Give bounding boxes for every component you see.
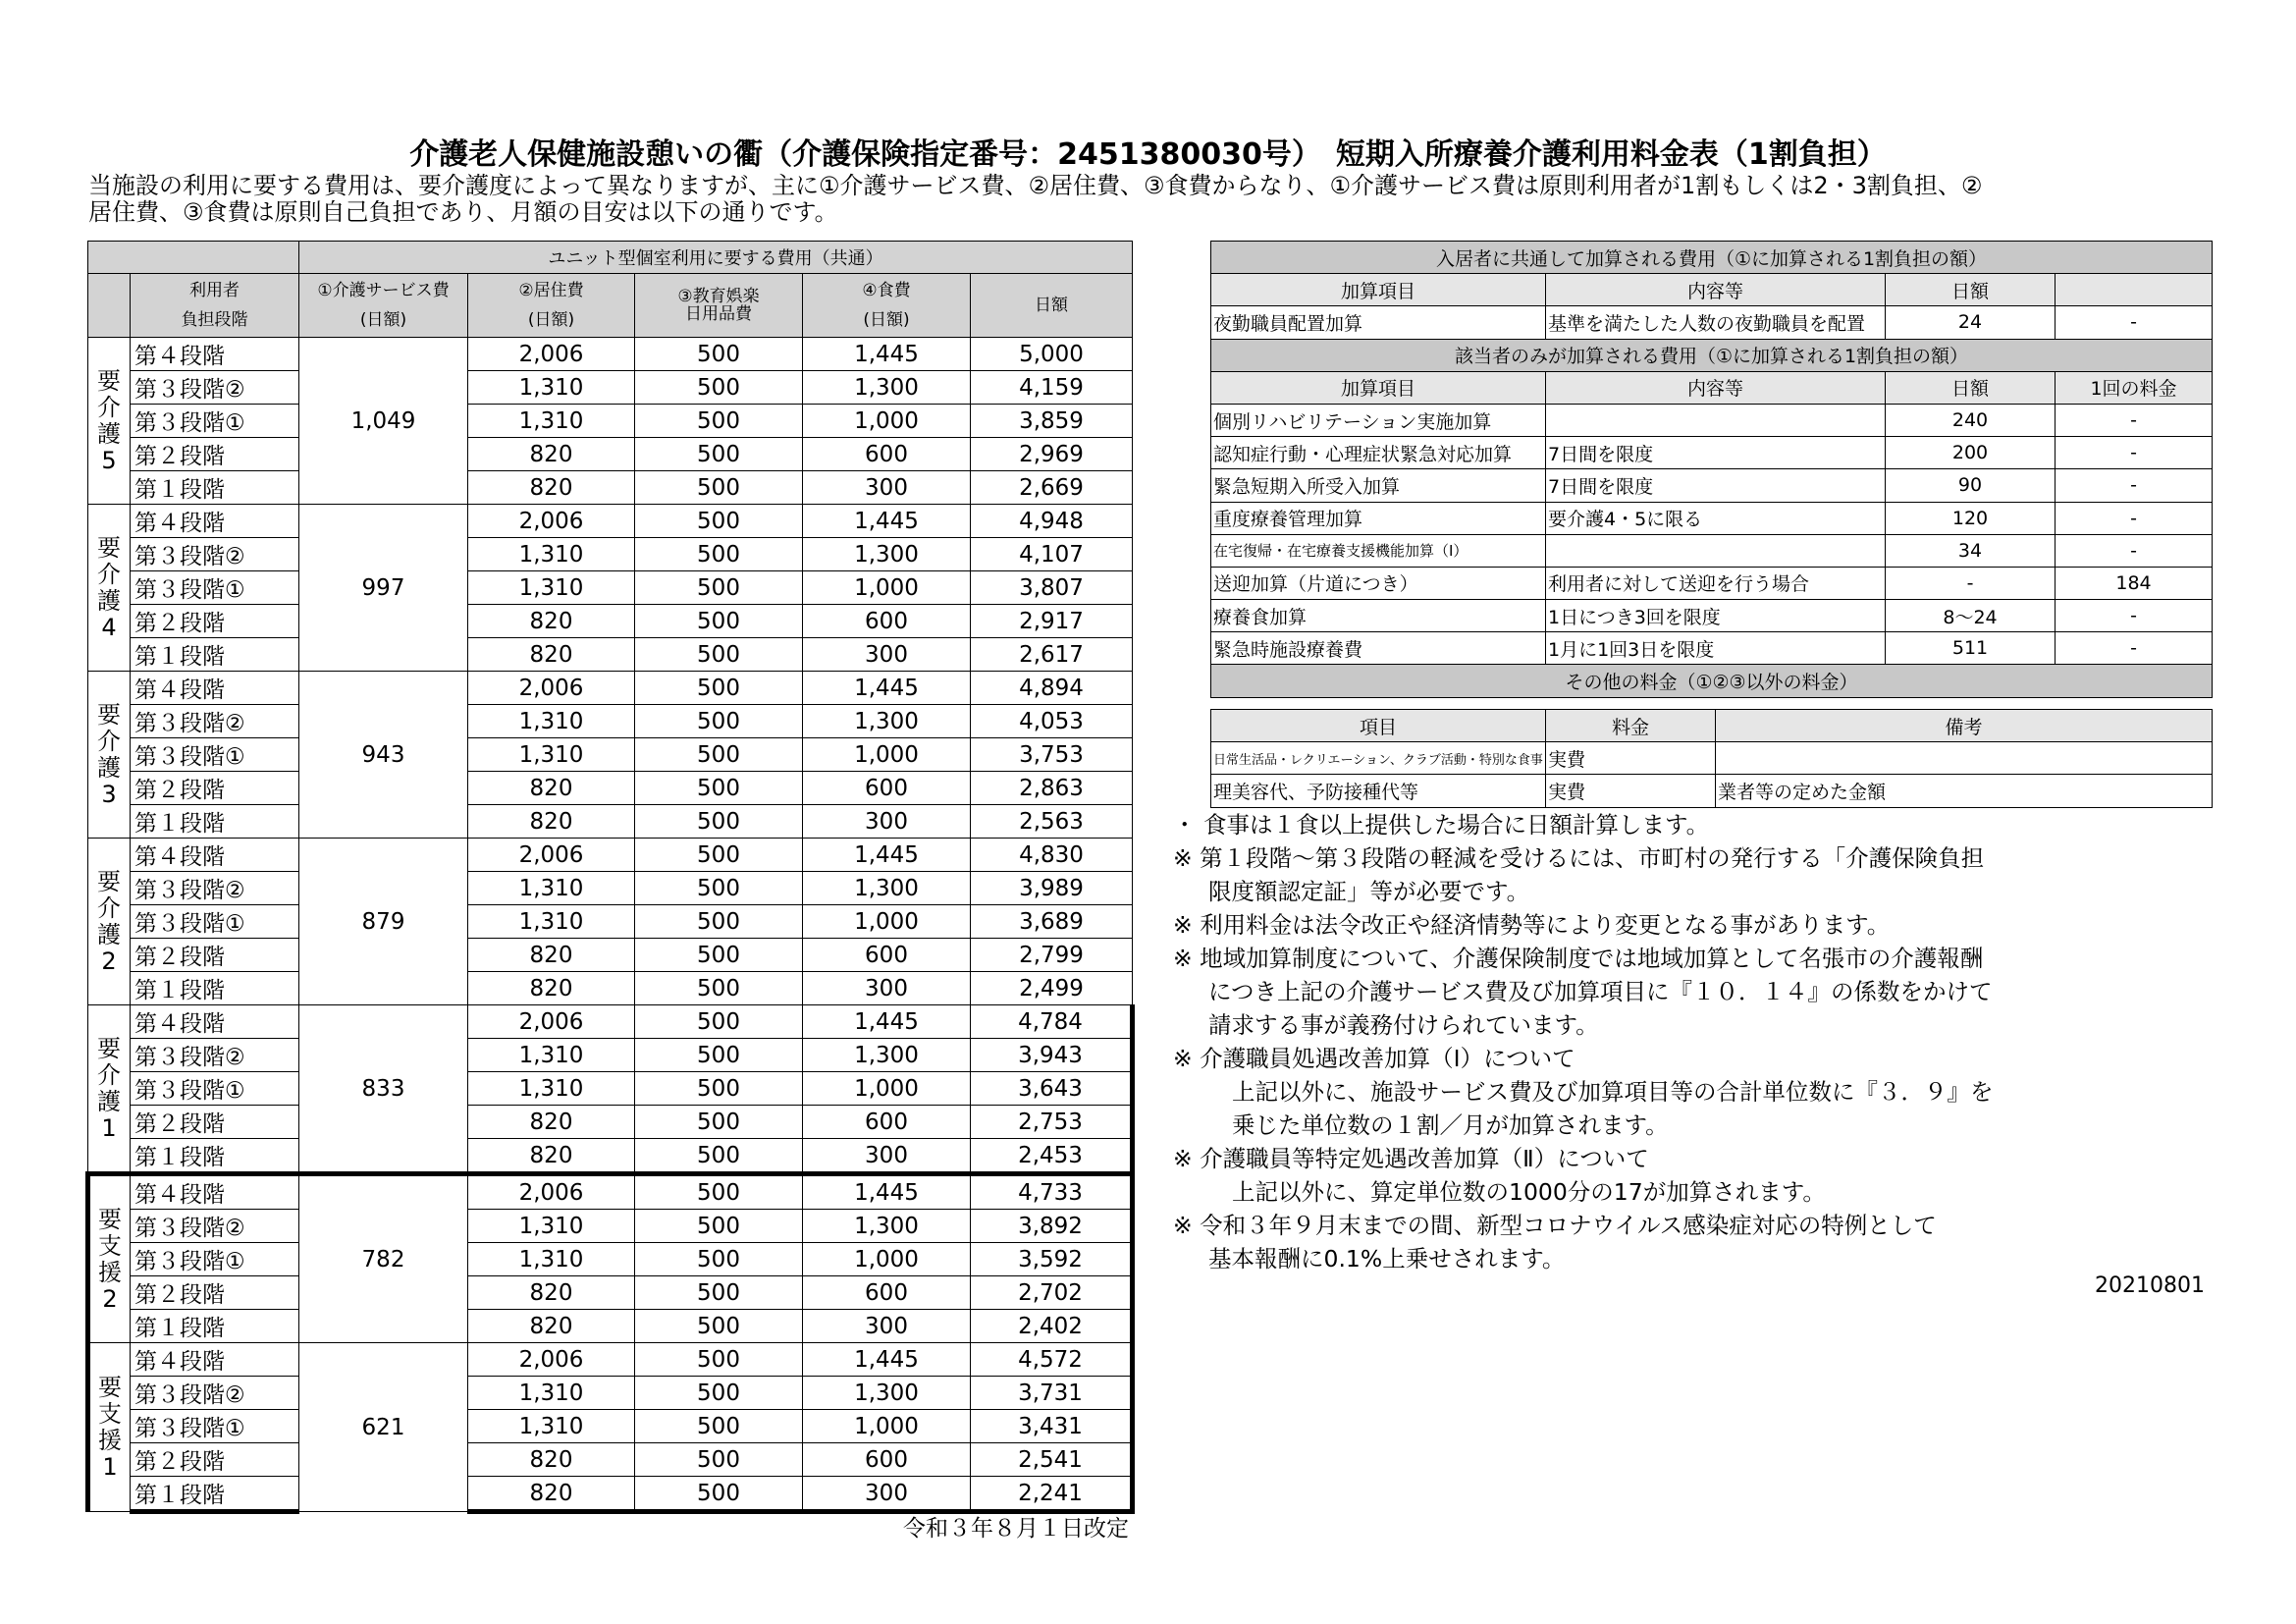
table-row [88, 1005, 1133, 1039]
residence-cell: 820 [468, 471, 635, 505]
table-row [88, 538, 1133, 571]
stage-cell: 第４段階 [131, 338, 299, 371]
table-row [88, 939, 1133, 972]
daily-cell: 2,799 [971, 939, 1133, 972]
stage-cell: 第３段階② [131, 705, 299, 738]
education-cell: 500 [635, 1377, 803, 1410]
care-level-label: 要 支 援 1 [88, 1343, 131, 1512]
care-fee-cell: 782 [299, 1174, 468, 1343]
daily-cell: 2,563 [971, 805, 1133, 839]
residence-cell: 1,310 [468, 705, 635, 738]
col-header: 日額 [1886, 274, 2056, 306]
food-cell: 1,000 [803, 1410, 971, 1443]
daily-cell: 3,431 [971, 1410, 1133, 1443]
col-header: 備考 [1716, 710, 2213, 742]
daily-cell: 2,863 [971, 772, 1133, 805]
table-row [88, 438, 1133, 471]
residence-cell: 1,310 [468, 1072, 635, 1106]
residence-cell: 1,310 [468, 1377, 635, 1410]
food-cell: 600 [803, 772, 971, 805]
food-cell: 1,445 [803, 672, 971, 705]
note-line: 乗じた単位数の１割／月が加算されます。 [1232, 1111, 1669, 1139]
daily-cell: 4,948 [971, 505, 1133, 538]
residence-cell: 1,310 [468, 1410, 635, 1443]
residence-cell: 820 [468, 1310, 635, 1343]
education-cell: 500 [635, 872, 803, 905]
food-cell: 1,445 [803, 505, 971, 538]
residence-cell: 1,310 [468, 1210, 635, 1243]
daily-cell: 3,753 [971, 738, 1133, 772]
intro-text [88, 173, 2218, 226]
fee-table [85, 241, 1135, 1514]
residence-cell: 1,310 [468, 872, 635, 905]
care-level-label: 要 介 護 1 [88, 1005, 131, 1174]
food-cell: 300 [803, 638, 971, 672]
food-cell: 300 [803, 1310, 971, 1343]
table-row [88, 605, 1133, 638]
care-level-label: 要 支 援 2 [88, 1174, 131, 1343]
residence-cell: 820 [468, 772, 635, 805]
table-row: 在宅復帰・在宅療養支援機能加算（Ⅰ） 34 - [1211, 534, 2213, 567]
stage-cell: 第１段階 [131, 638, 299, 672]
stage-cell: 第３段階② [131, 1210, 299, 1243]
daily-cell: 4,159 [971, 371, 1133, 405]
food-cell: 1,000 [803, 905, 971, 939]
daily-cell: 2,969 [971, 438, 1133, 471]
food-cell: 1,000 [803, 738, 971, 772]
daily-cell: 4,053 [971, 705, 1133, 738]
food-cell: 300 [803, 972, 971, 1005]
stage-cell: 第２段階 [131, 438, 299, 471]
daily-cell: 4,894 [971, 672, 1133, 705]
residence-cell: 820 [468, 972, 635, 1005]
table-row: 認知症行動・心理症状緊急対応加算 7日間を限度 200 - [1211, 437, 2213, 469]
care-fee-cell: 879 [299, 839, 468, 1005]
other-fees-table [1210, 709, 2213, 808]
table-row: 夜勤職員配置加算 基準を満たした人数の夜勤職員を配置 24 - [1211, 306, 2213, 339]
food-cell: 1,300 [803, 872, 971, 905]
education-cell: 500 [635, 939, 803, 972]
note-line: ※ 利用料金は法令改正や経済情勢等により変更となる事があります。 [1173, 911, 1891, 939]
education-cell: 500 [635, 972, 803, 1005]
daily-cell: 2,753 [971, 1106, 1133, 1139]
stage-cell: 第３段階① [131, 1410, 299, 1443]
food-cell: 1,300 [803, 1039, 971, 1072]
stage-cell: 第４段階 [131, 672, 299, 705]
daily-cell: 2,702 [971, 1276, 1133, 1310]
stage-cell: 第３段階② [131, 872, 299, 905]
table-row [88, 405, 1133, 438]
header-blank [88, 242, 299, 274]
table-row [88, 1443, 1133, 1477]
residence-cell: 2,006 [468, 1343, 635, 1377]
food-cell: 1,300 [803, 371, 971, 405]
daily-cell: 3,689 [971, 905, 1133, 939]
daily-cell: 3,989 [971, 872, 1133, 905]
note-line: 限度額認定証」等が必要です。 [1208, 878, 1530, 905]
residence-cell: 820 [468, 605, 635, 638]
education-cell: 500 [635, 738, 803, 772]
residence-cell: 820 [468, 805, 635, 839]
table-row [88, 1377, 1133, 1410]
education-cell: 500 [635, 1072, 803, 1106]
stage-cell: 第２段階 [131, 1443, 299, 1477]
daily-cell: 2,499 [971, 972, 1133, 1005]
food-cell: 1,300 [803, 1377, 971, 1410]
col-header-education: ③教育娯楽 日用品費 [635, 274, 803, 338]
stage-cell: 第３段階① [131, 1243, 299, 1276]
col-header: 日額 [1886, 371, 2056, 404]
education-cell: 500 [635, 1310, 803, 1343]
residence-cell: 820 [468, 1477, 635, 1512]
food-cell: 1,445 [803, 1174, 971, 1210]
stage-cell: 第２段階 [131, 605, 299, 638]
document-id: 20210801 [2095, 1273, 2205, 1298]
residence-cell: 820 [468, 438, 635, 471]
section-other-title: その他の料金（①②③以外の料金） [1211, 665, 2213, 697]
stage-cell: 第３段階② [131, 538, 299, 571]
residence-cell: 820 [468, 939, 635, 972]
education-cell: 500 [635, 705, 803, 738]
col-header-care: ①介護サービス費 (日額) [299, 274, 468, 338]
table-row [88, 805, 1133, 839]
col-header: 1回の料金 [2056, 371, 2213, 404]
stage-cell: 第２段階 [131, 939, 299, 972]
daily-cell: 2,669 [971, 471, 1133, 505]
education-cell: 500 [635, 371, 803, 405]
note-line: ※ 介護職員処遇改善加算（Ⅰ）について [1173, 1045, 1575, 1072]
table-row [88, 1310, 1133, 1343]
stage-cell: 第３段階① [131, 571, 299, 605]
residence-cell: 1,310 [468, 1039, 635, 1072]
table-row [88, 505, 1133, 538]
food-cell: 1,300 [803, 538, 971, 571]
stage-cell: 第３段階① [131, 905, 299, 939]
table-row [88, 1039, 1133, 1072]
col-header: 料金 [1546, 710, 1716, 742]
table-row [88, 1343, 1133, 1377]
col-header: 内容等 [1546, 371, 1886, 404]
daily-cell: 3,859 [971, 405, 1133, 438]
table-row: 送迎加算（片道につき） 利用者に対して送迎を行う場合 - 184 [1211, 567, 2213, 599]
residence-cell: 2,006 [468, 505, 635, 538]
education-cell: 500 [635, 571, 803, 605]
care-level-label: 要 介 護 5 [88, 338, 131, 505]
education-cell: 500 [635, 672, 803, 705]
education-cell: 500 [635, 1039, 803, 1072]
education-cell: 500 [635, 538, 803, 571]
col-header-daily: 日額 [971, 274, 1133, 338]
table-row: 日常生活品・レクリエーション、クラブ活動・特別な食事 実費 [1211, 742, 2213, 775]
table-row [88, 1410, 1133, 1443]
food-cell: 1,445 [803, 1343, 971, 1377]
daily-cell: 3,731 [971, 1377, 1133, 1410]
care-fee-cell: 833 [299, 1005, 468, 1174]
education-cell: 500 [635, 471, 803, 505]
education-cell: 500 [635, 1174, 803, 1210]
daily-cell: 3,592 [971, 1243, 1133, 1276]
stage-cell: 第２段階 [131, 1276, 299, 1310]
food-cell: 1,445 [803, 839, 971, 872]
table-row [88, 638, 1133, 672]
stage-cell: 第４段階 [131, 1174, 299, 1210]
education-cell: 500 [635, 1343, 803, 1377]
section-applicable-title: 該当者のみが加算される費用（①に加算される1割負担の額） [1211, 339, 2213, 371]
table-row: 緊急時施設療養費 1月に1回3日を限度 511 - [1211, 632, 2213, 665]
stage-cell: 第４段階 [131, 1005, 299, 1039]
table-row: 療養食加算 1日につき3回を限度 8～24 - [1211, 600, 2213, 632]
stage-cell: 第３段階① [131, 738, 299, 772]
food-cell: 600 [803, 1443, 971, 1477]
note-line: ・ 食事は１食以上提供した場合に日額計算します。 [1173, 811, 1710, 839]
table-row: 重度療養管理加算 要介護4・5に限る 120 - [1211, 502, 2213, 534]
col-header [2056, 274, 2213, 306]
table-row [88, 471, 1133, 505]
table-row [88, 705, 1133, 738]
table-row [88, 772, 1133, 805]
residence-cell: 820 [468, 1106, 635, 1139]
stage-cell: 第１段階 [131, 1310, 299, 1343]
stage-cell: 第３段階② [131, 1377, 299, 1410]
table-row [88, 1072, 1133, 1106]
stage-cell: 第１段階 [131, 1477, 299, 1512]
residence-cell: 1,310 [468, 371, 635, 405]
education-cell: 500 [635, 605, 803, 638]
daily-cell: 2,241 [971, 1477, 1133, 1512]
intro-line: 居住費、③食費は原則自己負担であり、月額の目安は以下の通りです。 [88, 198, 838, 226]
note-line: 上記以外に、施設サービス費及び加算項目等の合計単位数に『３．９』を [1232, 1078, 1994, 1106]
stage-cell: 第３段階① [131, 1072, 299, 1106]
food-cell: 1,300 [803, 1210, 971, 1243]
table-row [88, 672, 1133, 705]
food-cell: 1,445 [803, 1005, 971, 1039]
stage-cell: 第１段階 [131, 805, 299, 839]
daily-cell: 4,733 [971, 1174, 1133, 1210]
daily-cell: 2,617 [971, 638, 1133, 672]
table-row [88, 1106, 1133, 1139]
education-cell: 500 [635, 638, 803, 672]
table-row [88, 1477, 1133, 1512]
table-row [88, 571, 1133, 605]
care-level-label: 要 介 護 3 [88, 672, 131, 839]
food-cell: 600 [803, 1106, 971, 1139]
residence-cell: 820 [468, 1139, 635, 1174]
residence-cell: 2,006 [468, 839, 635, 872]
stage-cell: 第１段階 [131, 471, 299, 505]
residence-cell: 1,310 [468, 405, 635, 438]
section-common-title: 入居者に共通して加算される費用（①に加算される1割負担の額） [1211, 242, 2213, 274]
daily-cell: 4,830 [971, 839, 1133, 872]
education-cell: 500 [635, 1005, 803, 1039]
residence-cell: 2,006 [468, 338, 635, 371]
residence-cell: 1,310 [468, 738, 635, 772]
education-cell: 500 [635, 1410, 803, 1443]
table-row: 理美容代、予防接種代等 実費 業者等の定めた金額 [1211, 775, 2213, 807]
table-row [88, 1139, 1133, 1174]
education-cell: 500 [635, 772, 803, 805]
education-cell: 500 [635, 1477, 803, 1512]
food-cell: 1,000 [803, 405, 971, 438]
col-header: 項目 [1211, 710, 1546, 742]
daily-cell: 3,892 [971, 1210, 1133, 1243]
daily-cell: 3,943 [971, 1039, 1133, 1072]
notes [1173, 808, 2223, 1275]
note-line: 基本報酬に0.1%上乗せされます。 [1208, 1245, 1566, 1272]
col-header: 内容等 [1546, 274, 1886, 306]
education-cell: 500 [635, 1210, 803, 1243]
stage-cell: 第３段階② [131, 371, 299, 405]
care-level-label: 要 介 護 2 [88, 839, 131, 1005]
note-line: ※ 第１段階～第３段階の軽減を受けるには、市町村の発行する「介護保険負担 [1173, 844, 1985, 872]
table-row: 個別リハビリテーション実施加算 240 - [1211, 404, 2213, 436]
education-cell: 500 [635, 839, 803, 872]
stage-cell: 第１段階 [131, 1139, 299, 1174]
residence-cell: 2,006 [468, 672, 635, 705]
group-header: ユニット型個室利用に要する費用（共通） [299, 242, 1133, 274]
food-cell: 600 [803, 605, 971, 638]
stage-cell: 第１段階 [131, 972, 299, 1005]
education-cell: 500 [635, 1139, 803, 1174]
residence-cell: 1,310 [468, 1243, 635, 1276]
education-cell: 500 [635, 338, 803, 371]
daily-cell: 5,000 [971, 338, 1133, 371]
care-fee-cell: 1,049 [299, 338, 468, 505]
residence-cell: 1,310 [468, 905, 635, 939]
education-cell: 500 [635, 438, 803, 471]
note-line: ※ 介護職員等特定処遇改善加算（Ⅱ）について [1173, 1145, 1649, 1172]
education-cell: 500 [635, 1106, 803, 1139]
stage-cell: 第４段階 [131, 1343, 299, 1377]
food-cell: 1,300 [803, 705, 971, 738]
daily-cell: 2,453 [971, 1139, 1133, 1174]
page-title: 介護老人保健施設憩いの衢（介護保険指定番号：2451380030号） 短期入所療養介護利用料金表（1割負担） [409, 137, 1887, 172]
stage-cell: 第３段階② [131, 1039, 299, 1072]
care-fee-cell: 997 [299, 505, 468, 672]
food-cell: 600 [803, 939, 971, 972]
note-line: ※ 令和３年９月末までの間、新型コロナウイルス感染症対応の特例として [1173, 1212, 1937, 1239]
daily-cell: 2,402 [971, 1310, 1133, 1343]
table-row [88, 1243, 1133, 1276]
food-cell: 300 [803, 805, 971, 839]
table-row [88, 738, 1133, 772]
col-header-food: ④食費 (日額) [803, 274, 971, 338]
stage-cell: 第４段階 [131, 839, 299, 872]
daily-cell: 2,917 [971, 605, 1133, 638]
table-row [88, 371, 1133, 405]
daily-cell: 4,784 [971, 1005, 1133, 1039]
education-cell: 500 [635, 1443, 803, 1477]
education-cell: 500 [635, 405, 803, 438]
education-cell: 500 [635, 805, 803, 839]
food-cell: 600 [803, 1276, 971, 1310]
col-header: 加算項目 [1211, 371, 1546, 404]
table-row: 緊急短期入所受入加算 7日間を限度 90 - [1211, 469, 2213, 502]
note-line: ※ 地域加算制度について、介護保険制度では地域加算として名張市の介護報酬 [1173, 945, 1984, 972]
table-row [88, 872, 1133, 905]
table-row [88, 1210, 1133, 1243]
daily-cell: 4,107 [971, 538, 1133, 571]
food-cell: 1,000 [803, 1072, 971, 1106]
stage-cell: 第３段階① [131, 405, 299, 438]
food-cell: 1,000 [803, 1243, 971, 1276]
col-header-residence: ②居住費 (日額) [468, 274, 635, 338]
residence-cell: 1,310 [468, 571, 635, 605]
care-fee-cell: 943 [299, 672, 468, 839]
care-level-label: 要 介 護 4 [88, 505, 131, 672]
daily-cell: 3,807 [971, 571, 1133, 605]
table-row [88, 1174, 1133, 1210]
stage-cell: 第２段階 [131, 772, 299, 805]
addon-table [1210, 241, 2213, 698]
food-cell: 300 [803, 1139, 971, 1174]
food-cell: 600 [803, 438, 971, 471]
table-row [88, 1276, 1133, 1310]
stage-cell: 第２段階 [131, 1106, 299, 1139]
education-cell: 500 [635, 905, 803, 939]
education-cell: 500 [635, 1243, 803, 1276]
table-row [88, 338, 1133, 371]
col-header-stage: 利用者 負担段階 [131, 274, 299, 338]
daily-cell: 4,572 [971, 1343, 1133, 1377]
residence-cell: 820 [468, 1276, 635, 1310]
daily-cell: 2,541 [971, 1443, 1133, 1477]
revised-date: 令和３年８月１日改定 [903, 1516, 1129, 1542]
daily-cell: 3,643 [971, 1072, 1133, 1106]
food-cell: 1,000 [803, 571, 971, 605]
stage-cell: 第４段階 [131, 505, 299, 538]
residence-cell: 1,310 [468, 538, 635, 571]
food-cell: 300 [803, 1477, 971, 1512]
food-cell: 1,445 [803, 338, 971, 371]
residence-cell: 2,006 [468, 1174, 635, 1210]
intro-line: 当施設の利用に要する費用は、要介護度によって異なりますが、主に①介護サービス費、②居住費、③食費からなり、①介護サービス費は原則利用者が1割もしくは2・3割負担、② [88, 172, 1983, 199]
note-line: につき上記の介護サービス費及び加算項目に『１０．１４』の係数をかけて [1208, 978, 1993, 1005]
table-row [88, 905, 1133, 939]
header-blank [88, 274, 131, 338]
table-row [88, 972, 1133, 1005]
table-row [88, 839, 1133, 872]
residence-cell: 820 [468, 1443, 635, 1477]
residence-cell: 820 [468, 638, 635, 672]
food-cell: 300 [803, 471, 971, 505]
residence-cell: 2,006 [468, 1005, 635, 1039]
care-fee-cell: 621 [299, 1343, 468, 1512]
education-cell: 500 [635, 505, 803, 538]
note-line: 上記以外に、算定単位数の1000分の17が加算されます。 [1232, 1178, 1826, 1206]
col-header: 加算項目 [1211, 274, 1546, 306]
note-line: 請求する事が義務付けられています。 [1208, 1011, 1599, 1039]
education-cell: 500 [635, 1276, 803, 1310]
